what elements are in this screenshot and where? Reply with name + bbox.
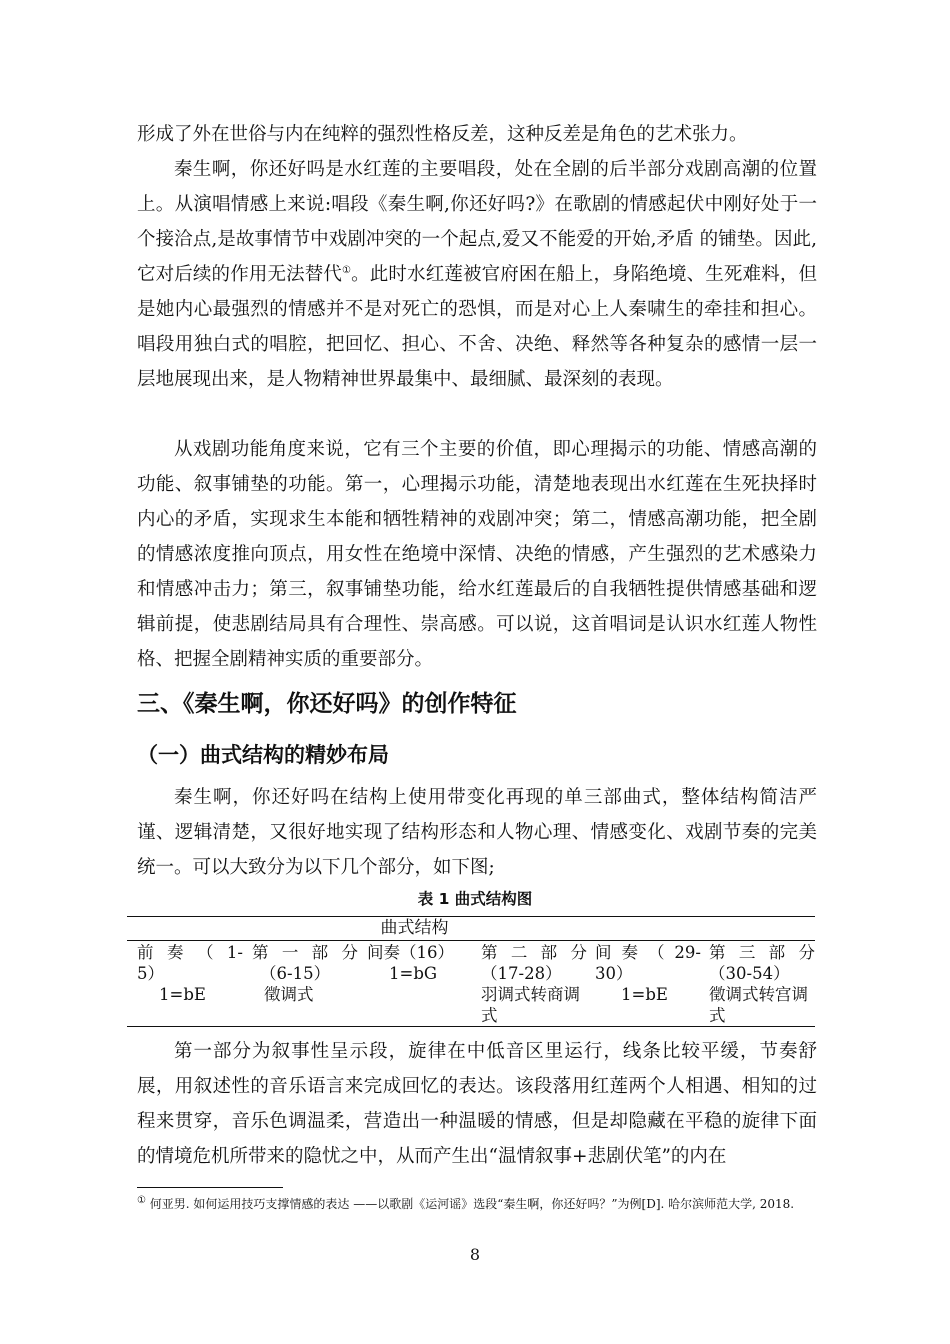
paragraph-carryover: 形成了外在世俗与内在纯粹的强烈性格反差，这种反差是角色的艺术张力。: [137, 124, 748, 145]
table-column-interlude-one: [367, 942, 473, 984]
table-column-prelude: [137, 942, 243, 1005]
column-key: 1=bE: [621, 985, 668, 1004]
column-label: 间奏（16）: [367, 943, 454, 962]
column-label: 前奏（1-: [137, 943, 243, 962]
column-key: 徵调式转宫调式: [709, 985, 808, 1025]
footnote-mark: ①: [137, 1195, 146, 1206]
table-header-rule: [127, 940, 815, 941]
column-key: 1=bG: [389, 964, 438, 983]
paragraph-form-structure: 秦生啊，你还好吗在结构上使用带变化再现的单三部曲式，整体结构简洁严谨、逻辑清楚，又很好地实现了结构形态和人物心理、情感变化、戏剧节奏的完美统一。可以大致分为以下几个部分，如下图;: [137, 787, 817, 878]
column-range: 5）: [137, 964, 164, 983]
column-label: 间奏（29-: [595, 943, 701, 962]
footnote-separator: [137, 1187, 283, 1188]
paragraph-dramatic-function: 从戏剧功能角度来说，它有三个主要的价值，即心理揭示的功能、情感高潮的功能、叙事铺垫的功能。第一，心理揭示功能，清楚地表现出水红莲在生死抉择时内心的矛盾，实现求生本能和牺牲精神的戏剧冲突；第二，情感高潮功能，把全剧的情感浓度推向顶点，用女性在绝境中深情、决绝的情感，产生强烈的艺术感染力和情感冲击力；第三，叙事铺垫功能，给水红莲最后的自我牺牲提供情感基础和逻辑前提，使悲剧结局具有合理性、崇高感。可以说，这首唱词是认识水红莲人物性格、把握全剧精神实质的重要部分。: [137, 439, 817, 670]
column-range: （17-28）: [481, 964, 562, 983]
subsection-heading: （一）曲式结构的精妙布局: [137, 743, 389, 767]
footnote-text: 何亚男. 如何运用技巧支撑情感的表达 ——以歌剧《运河谣》选段“秦生啊，你还好吗？”为例[D]. 哈尔滨师范大学, 2018.: [149, 1197, 795, 1211]
column-key: 1=bE: [159, 985, 206, 1004]
column-label: 第一部分: [252, 943, 358, 962]
table-column-interlude-two: [595, 942, 701, 1005]
table-column-part-three: [709, 942, 815, 1026]
column-key: 羽调式转商调式: [481, 985, 580, 1025]
paragraph-aria-intro-text-cont: 。此时水红莲被官府困在船上，身陷绝境、生死难料，但是她内心最强烈的情感并不是对死亡的恐惧，而是对心上人秦啸生的牵挂和担心。唱段用独白式的唱腔，把回忆、担心、不舍、决绝、释然等各种复杂的感情一层一层地展现出来，是人物精神世界最集中、最细腻、最深刻的表现。: [137, 264, 817, 390]
column-label: 第三部分: [709, 943, 815, 962]
column-range: （30-54）: [709, 964, 790, 983]
column-label: 第二部分: [481, 943, 587, 962]
column-range: 30）: [595, 964, 633, 983]
footnote-reference-mark[interactable]: ①: [342, 264, 352, 276]
paragraph-part-one: 第一部分为叙事性呈示段，旋律在中低音区里运行，线条比较平缓，节奏舒展，用叙述性的音乐语言来完成回忆的表达。该段落用红莲两个人相遇、相知的过程来贯穿，音乐色调温柔，营造出一种温暖的情感，但是却隐藏在平稳的旋律下面的情境危机所带来的隐忧之中，从而产生出“温情叙事+悲剧伏笔”的内在: [137, 1041, 817, 1167]
table-column-part-two: [481, 942, 587, 1026]
section-heading: 三、《秦生啊，你还好吗》的创作特征: [137, 691, 517, 717]
footnote: [137, 1194, 817, 1215]
paragraph-aria-intro-text: 秦生啊，你还好吗是水红莲的主要唱段，处在全剧的后半部分戏剧高潮的位置上。从演唱情感上来说:唱段《秦生啊,你还好吗?》在歌剧的情感起伏中刚好处于一个接洽点,是故事情节中戏剧冲突的一个起点,爱又不能爱的开始,矛盾 的铺垫。因此,它对后续的作用无法替代: [137, 159, 818, 285]
table-bottom-rule: [127, 1026, 815, 1027]
column-range: （6-15）: [260, 964, 331, 983]
form-structure-table: [127, 914, 815, 1028]
page-number: 8: [469, 1245, 481, 1264]
paragraph-aria-intro: [137, 152, 817, 397]
table-caption: 表 1 曲式结构图: [417, 890, 533, 908]
table-column-part-one: [252, 942, 358, 1005]
column-key: 徵调式: [264, 985, 314, 1004]
table-header: 曲式结构: [380, 918, 449, 938]
